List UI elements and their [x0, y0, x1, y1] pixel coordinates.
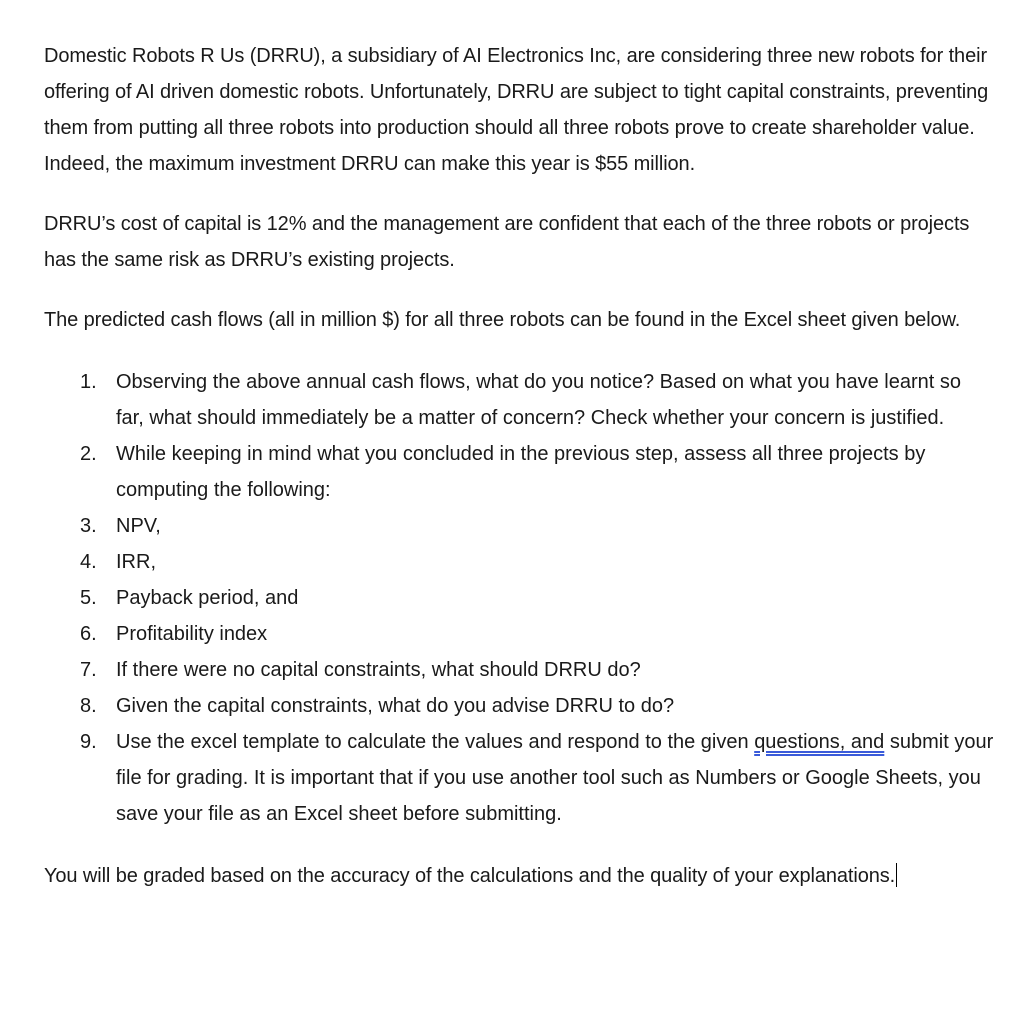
cost-of-capital-paragraph: DRRU’s cost of capital is 12% and the management are confident that each of the three robots or projects has the same risk as DRRU’s existing projects.	[44, 213, 970, 271]
list-item-text: If there were no capital constraints, what should DRRU do?	[116, 659, 641, 681]
list-item	[44, 688, 994, 724]
list-item-text: IRR,	[116, 551, 156, 573]
list-item-text: Profitability index	[116, 623, 268, 645]
list-item-text: Payback period, and	[116, 587, 299, 609]
list-item-number: 7.	[80, 659, 97, 681]
list-item	[44, 364, 994, 436]
cash-flows-paragraph: The predicted cash flows (all in million $) for all three robots can be found in the Excel sheet given below.	[44, 309, 961, 331]
closing-text: You will be graded based on the accuracy of the calculations and the quality of your explanations.	[44, 865, 896, 887]
list-item-number: 2.	[80, 443, 97, 465]
list-item-text-before: Use the excel template to calculate the values and respond to the given	[116, 731, 755, 753]
list-item	[44, 436, 994, 508]
list-item	[44, 616, 994, 652]
list-item	[44, 508, 994, 544]
document-body[interactable]	[44, 38, 994, 894]
list-item	[44, 724, 994, 832]
list-item-text: Observing the above annual cash flows, what do you notice? Based on what you have learnt so far, what should immediately be a matter of concern? Check whether your concern is justified.	[116, 371, 961, 429]
grammar-flagged-text[interactable]: questions, and	[754, 731, 885, 753]
list-item	[44, 544, 994, 580]
list-item-number: 6.	[80, 623, 97, 645]
list-item	[44, 580, 994, 616]
list-item-number: 5.	[80, 587, 97, 609]
list-item-number: 3.	[80, 515, 97, 537]
intro-paragraph: Domestic Robots R Us (DRRU), a subsidiary of AI Electronics Inc, are considering three new robots for their offering of AI driven domestic robots. Unfortunately, DRRU are subject to tight capital constraints, preventing them from putting all three robots into production should all three robots prove to create shareholder value. Indeed, the maximum investment DRRU can make this year is $55 million.	[44, 45, 989, 175]
question-list	[44, 364, 994, 832]
list-item-number: 4.	[80, 551, 97, 573]
list-item-number: 9.	[80, 731, 97, 753]
list-item-text-after: submit your file for grading. It is important that if you use another tool such as Numbers or Google Sheets, you save your file as an Excel sheet before submitting.	[116, 731, 994, 825]
list-item-text: While keeping in mind what you concluded in the previous step, assess all three projects by computing the following:	[116, 443, 926, 501]
list-item-number: 8.	[80, 695, 97, 717]
list-item-number: 1.	[80, 371, 97, 393]
list-item	[44, 652, 994, 688]
closing-paragraph	[44, 858, 994, 894]
list-item-text: NPV,	[116, 515, 161, 537]
list-item-text: Given the capital constraints, what do you advise DRRU to do?	[116, 695, 675, 717]
text-cursor	[896, 863, 897, 887]
